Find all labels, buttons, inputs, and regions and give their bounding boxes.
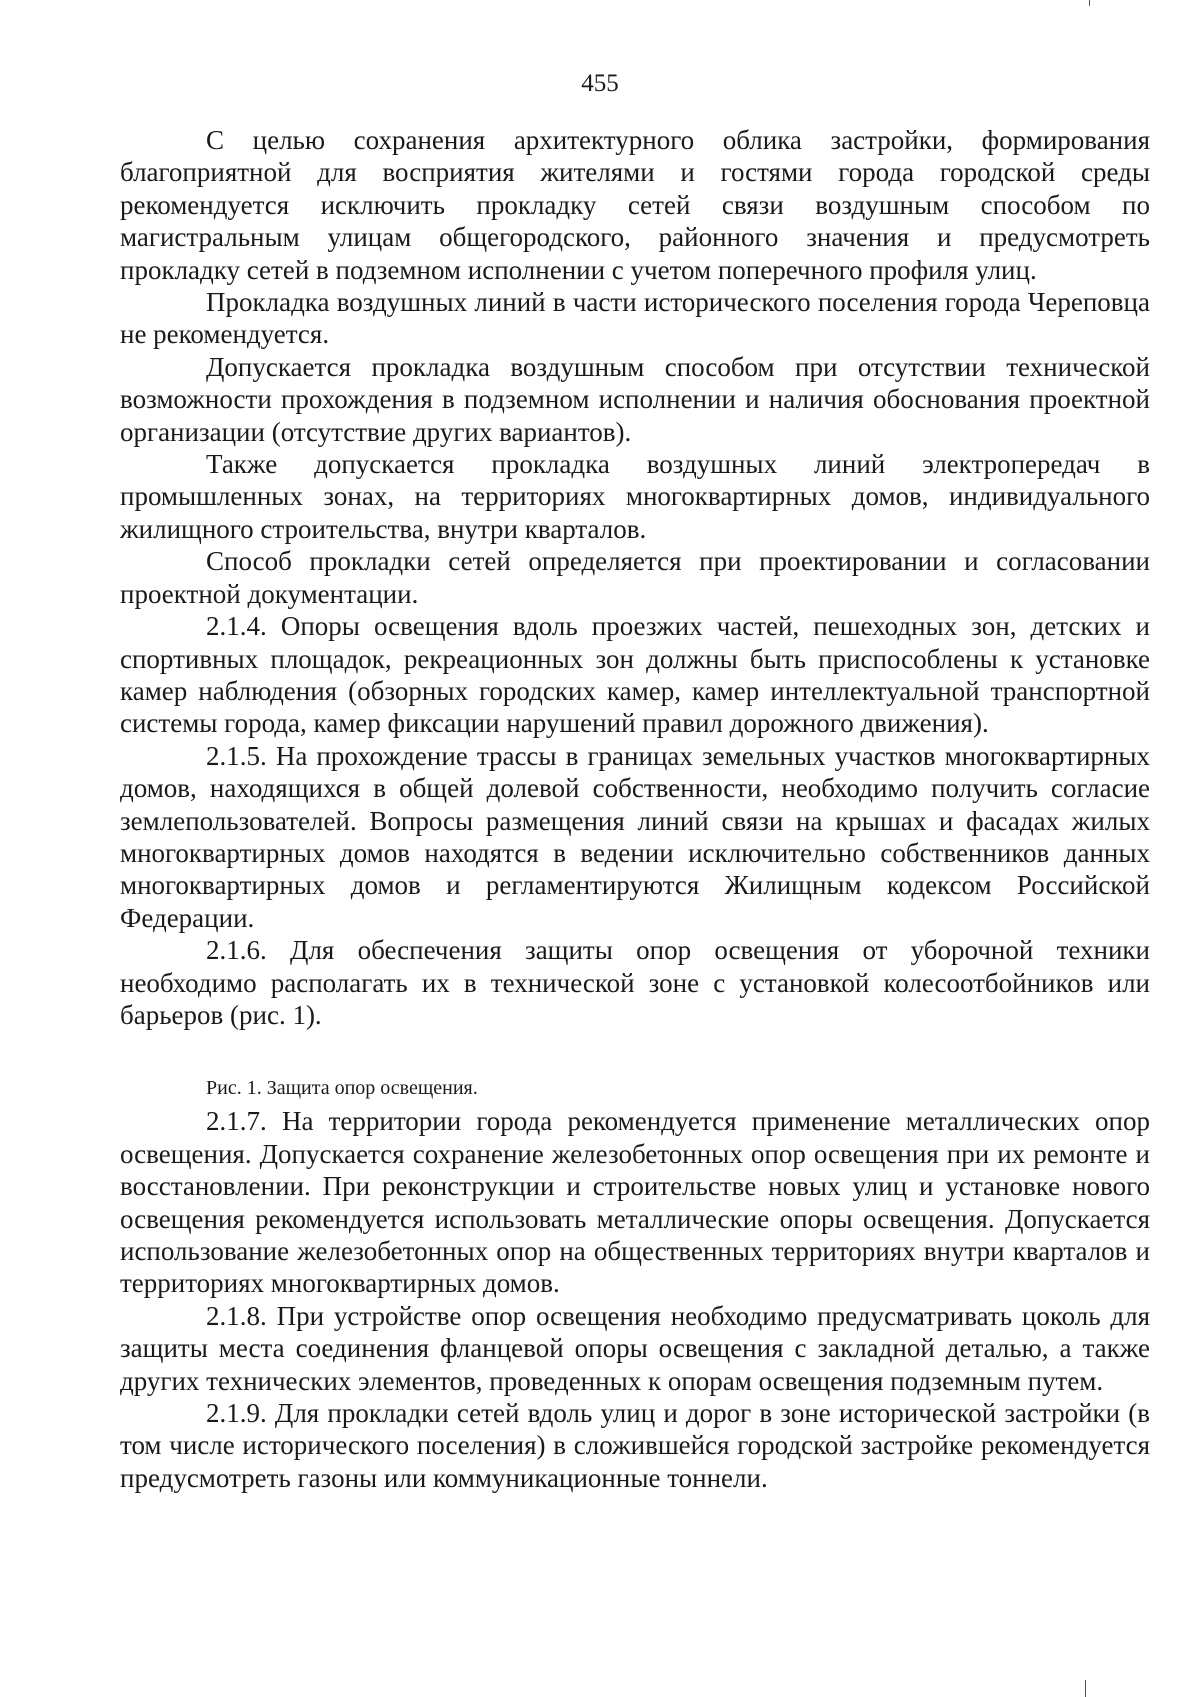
paragraph-2-1-7: 2.1.7. На территории города рекомендуется применение металлических опор освещения. Допускается сохранение железобетонных опор освещения при их ремонте и восстановлении. При реконструкции и строительстве новых улиц и установке нового освещения рекомендуется использовать металлические опоры освещения. Допускается использование железобетонных опор на общественных территориях внутри кварталов и территориях многоквартирных домов. — [120, 1106, 1150, 1299]
figure-caption: Рис. 1. Защита опор освещения. — [206, 1077, 478, 1100]
paragraph: Также допускается прокладка воздушных линий электропередач в промышленных зонах, на территориях многоквартирных домов, индивидуального жилищного строительства, внутри кварталов. — [120, 449, 1150, 544]
paragraph-2-1-9: 2.1.9. Для прокладки сетей вдоль улиц и дорог в зоне исторической застройки (в том числе исторического поселения) в сложившейся городской застройке рекомендуется предусмотреть газоны или коммуникационные тоннели. — [120, 1398, 1150, 1493]
page-number: 455 — [581, 70, 619, 97]
figure-placeholder — [120, 1031, 1150, 1075]
paragraph-2-1-4: 2.1.4. Опоры освещения вдоль проезжих частей, пешеходных зон, детских и спортивных площадок, рекреационных зон должны быть приспособлены к установке камер наблюдения (обзорных городских камер, камер интеллектуальной транспортной системы города, камер фиксации нарушений правил дорожного движения). — [120, 611, 1150, 739]
paragraph-2-1-5: 2.1.5. На прохождение трассы в границах земельных участков многоквартирных домов, находящихся в общей долевой собственности, необходимо получить согласие землепользователей. Вопросы размещения линий связи на крышах и фасадах жилых многоквартирных домов находятся в ведении исключительно собственников данных многоквартирных домов и регламентируются Жилищным кодексом Российской Федерации. — [120, 740, 1150, 933]
scan-edge-mark — [1089, 0, 1090, 6]
paragraph-2-1-6: 2.1.6. Для обеспечения защиты опор освещения от уборочной техники необходимо располагать их в технической зоне с установкой колесоотбойников или барьеров (рис. 1). — [120, 935, 1150, 1030]
paragraph: Способ прокладки сетей определяется при проектировании и согласовании проектной документации. — [120, 546, 1150, 609]
paragraph: С целью сохранения архитектурного облика застройки, формирования благоприятной для восприятия жителями и гостями города городской среды рекомендуется исключить прокладку сетей связи воздушным способом по магистральным улицам общегородского, районного значения и предусмотреть прокладку сетей в подземном исполнении с учетом поперечного профиля улиц. — [120, 125, 1150, 285]
paragraph: Прокладка воздушных линий в части исторического поселения города Череповца не рекомендуется. — [120, 287, 1150, 350]
paragraph: Допускается прокладка воздушным способом при отсутствии технической возможности прохождения в подземном исполнении и наличия обоснования проектной организации (отсутствие других вариантов). — [120, 351, 1150, 447]
document-body — [120, 124, 1150, 1494]
scan-edge-mark — [1085, 1680, 1086, 1697]
paragraph-2-1-8: 2.1.8. При устройстве опор освещения необходимо предусматривать цоколь для защиты места соединения фланцевой опоры освещения с закладной деталью, а также других технических элементов, проведенных к опорам освещения подземным путем. — [120, 1300, 1150, 1396]
